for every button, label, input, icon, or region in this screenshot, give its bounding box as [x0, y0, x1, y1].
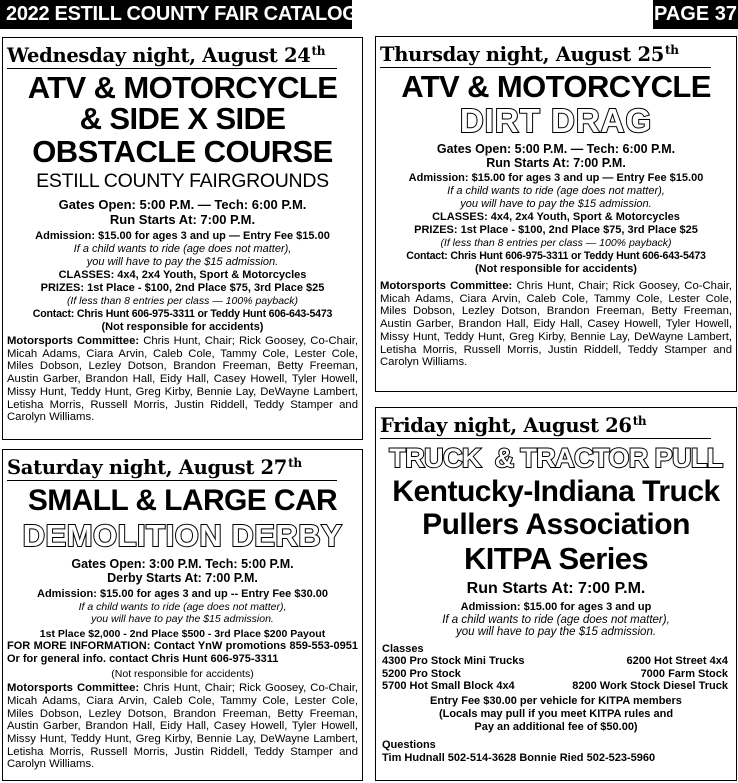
heading-rule [7, 68, 337, 69]
friday-title-line-1: TRUCK & TRACTOR PULL [389, 443, 723, 473]
committee-members: Chris Hunt, Chair; Rick Goosey, Co-Chair, Micah Adams, Ciara Arvin, Caleb Cole, Tammy Cole, Lester Cole, Miles Dobson, Lezley Dotson, Brandon Freeman, Betty Freeman, Austin Garber, Brandon Hall, Eidy Hall, Casey Howell, Tyler Howell, Missy Hunt, Teddy Hunt, Greg Kirby, Bennie Lay, DeWayne Lambert, Letisha Morris, Russell Morris, Justin Riddell, Teddy Stamper and Carolyn Williams. [380, 280, 733, 369]
saturday-event-box [2, 449, 363, 781]
heading-rule [380, 438, 711, 439]
wednesday-child-note-2: you will have to pay the $15 admission. [86, 256, 279, 268]
thursday-night-suffix: th [665, 43, 679, 57]
thursday-night-heading [376, 37, 736, 66]
catalogue-title: 2022 ESTILL COUNTY FAIR CATALOGUE [0, 0, 352, 29]
committee-members: Chris Hunt, Chair; Rick Goosey, Co-Chair, Micah Adams, Ciara Arvin, Caleb Cole, Tammy Cole, Lester Cole, Miles Dobson, Lezley Dotson, Brandon Freeman, Betty Freeman, Austin Garber, Brandon Hall, Eidy Hall, Casey Howell, Tyler Howell, Missy Hunt, Teddy Hunt, Greg Kirby, Bennie Lay, DeWayne Lambert, Letisha Morris, Russell Morris, Justin Riddell, Teddy Stamper and Carolyn Williams. [7, 335, 359, 424]
wednesday-event-box [2, 37, 363, 440]
wednesday-night-suffix: th [311, 44, 326, 58]
thursday-classes: CLASSES: 4x4, 2x4 Youth, Sport & Motorcycles [432, 211, 680, 223]
wednesday-not-responsible: (Not responsible for accidents) [101, 321, 264, 333]
saturday-night-text: Saturday night, August 27 [7, 456, 288, 479]
friday-locals-note-1: (Locals may pull if you meet KITPA rules and [438, 707, 674, 720]
friday-title-line-3: Pullers Association [422, 508, 690, 541]
class-item: 5700 Hot Small Block 4x4 [382, 680, 515, 692]
thursday-child-note-1: If a child wants to ride (age does not matter), [447, 185, 665, 197]
saturday-child-note-2: you will have to pay the $15 admission. [91, 613, 274, 625]
class-item: 5200 Pro Stock [382, 667, 461, 680]
wednesday-night-heading [3, 38, 362, 67]
saturday-gates: Gates Open: 3:00 P.M. Tech: 5:00 P.M. [71, 557, 294, 571]
friday-title-line-2: Kentucky-Indiana Truck [392, 475, 720, 508]
thursday-run-start: Run Starts At: 7:00 P.M. [486, 156, 626, 170]
saturday-night-heading [3, 450, 362, 479]
friday-child-note-2: you will have to pay the $15 admission. [455, 626, 657, 638]
page-header [0, 0, 738, 29]
saturday-title-line-2: DEMOLITION DERBY [22, 518, 343, 553]
saturday-title-line-1: SMALL & LARGE CAR [27, 484, 338, 517]
class-item: 6200 Hot Street 4x4 [626, 655, 728, 667]
saturday-admission: Admission: $15.00 for ages 3 and up -- Entry Fee $30.00 [37, 588, 328, 600]
wednesday-classes: CLASSES: 4x4, 2x4 Youth, Sport & Motorcycles [58, 269, 307, 281]
wednesday-committee [3, 334, 362, 424]
thursday-committee [376, 276, 736, 369]
friday-entry-fee: Entry Fee $30.00 per vehicle for KITPA members [430, 694, 682, 707]
thursday-admission: Admission: $15.00 for ages 3 and up — Entry Fee $15.00 [408, 172, 704, 184]
saturday-night-suffix: th [288, 456, 302, 470]
committee-label: Motorsports Committee: [380, 280, 513, 292]
committee-label: Motorsports Committee: [7, 682, 140, 695]
friday-admission: Admission: $15.00 for ages 3 and up [460, 601, 652, 613]
saturday-child-note-1: If a child wants to ride (age does not matter), [78, 600, 287, 613]
class-item: 8200 Work Stock Diesel Truck [572, 680, 728, 692]
wednesday-child-note-1: If a child wants to ride (age does not matter), [73, 243, 292, 255]
friday-locals-note-2: Pay an additional fee of $50.00) [474, 720, 638, 733]
friday-title-line-4: KITPA Series [463, 541, 649, 576]
wednesday-contact: Contact: Chris Hunt 606-975-3311 or Teddy Hunt 606-643-5473 [32, 308, 333, 320]
friday-run-start: Run Starts At: 7:00 P.M. [466, 580, 646, 597]
wednesday-night-text: Wednesday night, August 24 [7, 44, 311, 67]
friday-questions-label: Questions [382, 738, 436, 751]
wednesday-gates: Gates Open: 5:00 P.M. — Tech: 6:00 P.M. [58, 197, 307, 212]
friday-event-box [375, 407, 737, 781]
saturday-not-responsible: (Not responsible for accidents) [111, 667, 254, 680]
thursday-title-line-1: ATV & MOTORCYCLE [401, 69, 711, 104]
saturday-more-info: FOR MORE INFORMATION: Contact YnW promotions 859-553-0951 Or for general info. contact Chris Hunt 606-975-3311 [7, 640, 358, 665]
wednesday-admission: Admission: $15.00 for ages 3 and up — Entry Fee $15.00 [35, 230, 330, 242]
friday-child-note-1: If a child wants to ride (age does not matter), [442, 613, 670, 626]
wednesday-payback: (If less than 8 entries per class — 100% payback) [66, 295, 299, 307]
saturday-committee [3, 680, 362, 771]
saturday-derby-start: Derby Starts At: 7:00 P.M. [107, 571, 258, 585]
committee-members: Chris Hunt, Chair; Rick Goosey, Co-Chair, Micah Adams, Ciara Arvin, Caleb Cole, Tammy Cole, Lester Cole, Miles Dobson, Lezley Dotson, Brandon Freeman, Betty Freeman, Austin Garber, Brandon Hall, Eidy Hall, Casey Howell, Tyler Howell, Missy Hunt, Teddy Hunt, Greg Kirby, Bennie Lay, DeWayne Lambert, Letisha Morris, Russell Morris, Justin Riddell, Teddy Stamper and Carolyn Williams. [7, 682, 359, 771]
friday-night-suffix: th [632, 414, 647, 428]
thursday-night-text: Thursday night, August 25 [380, 43, 665, 66]
thursday-gates: Gates Open: 5:00 P.M. — Tech: 6:00 P.M. [436, 142, 676, 156]
friday-night-text: Friday night, August 26 [380, 414, 632, 437]
thursday-not-responsible: (Not responsible for accidents) [475, 263, 637, 275]
thursday-payback: (If less than 8 entries per class — 100% payback) [440, 237, 672, 249]
thursday-contact: Contact: Chris Hunt 606-975-3311 or Teddy Hunt 606-643-5473 [406, 250, 706, 262]
page-number: PAGE 37 [653, 0, 738, 29]
friday-questions-contacts: Tim Hudnall 502-514-3628 Bonnie Ried 502-523-5960 [382, 752, 656, 764]
committee-label: Motorsports Committee: [7, 335, 140, 347]
wednesday-run-start: Run Starts At: 7:00 P.M. [109, 212, 256, 227]
wednesday-title-line-2: & SIDE X SIDE [79, 101, 286, 136]
thursday-prizes: PRIZES: 1st Place - $100, 2nd Place $75, 3rd Place $25 [414, 224, 698, 236]
wednesday-title-line-1: ATV & MOTORCYCLE [27, 70, 338, 105]
heading-rule [7, 480, 337, 481]
thursday-title-line-2: DIRT DRAG [459, 102, 653, 139]
wednesday-title-line-3: OBSTACLE COURSE [32, 134, 333, 169]
thursday-child-note-2: you will have to pay the $15 admission. [460, 198, 652, 210]
saturday-payout: 1st Place $2,000 - 2nd Place $500 - 3rd Place $200 Payout [39, 627, 326, 640]
wednesday-venue: ESTILL COUNTY FAIRGROUNDS [36, 170, 329, 192]
heading-rule [380, 67, 711, 68]
friday-night-heading [376, 408, 736, 437]
thursday-event-box [375, 36, 737, 392]
class-item: 4300 Pro Stock Mini Trucks [382, 655, 525, 667]
wednesday-prizes: PRIZES: 1st Place - $100, 2nd Place $75, 3rd Place $25 [40, 282, 325, 294]
class-item: 7000 Farm Stock [640, 667, 728, 680]
friday-classes-list [382, 655, 728, 693]
friday-classes-label: Classes [382, 642, 424, 655]
